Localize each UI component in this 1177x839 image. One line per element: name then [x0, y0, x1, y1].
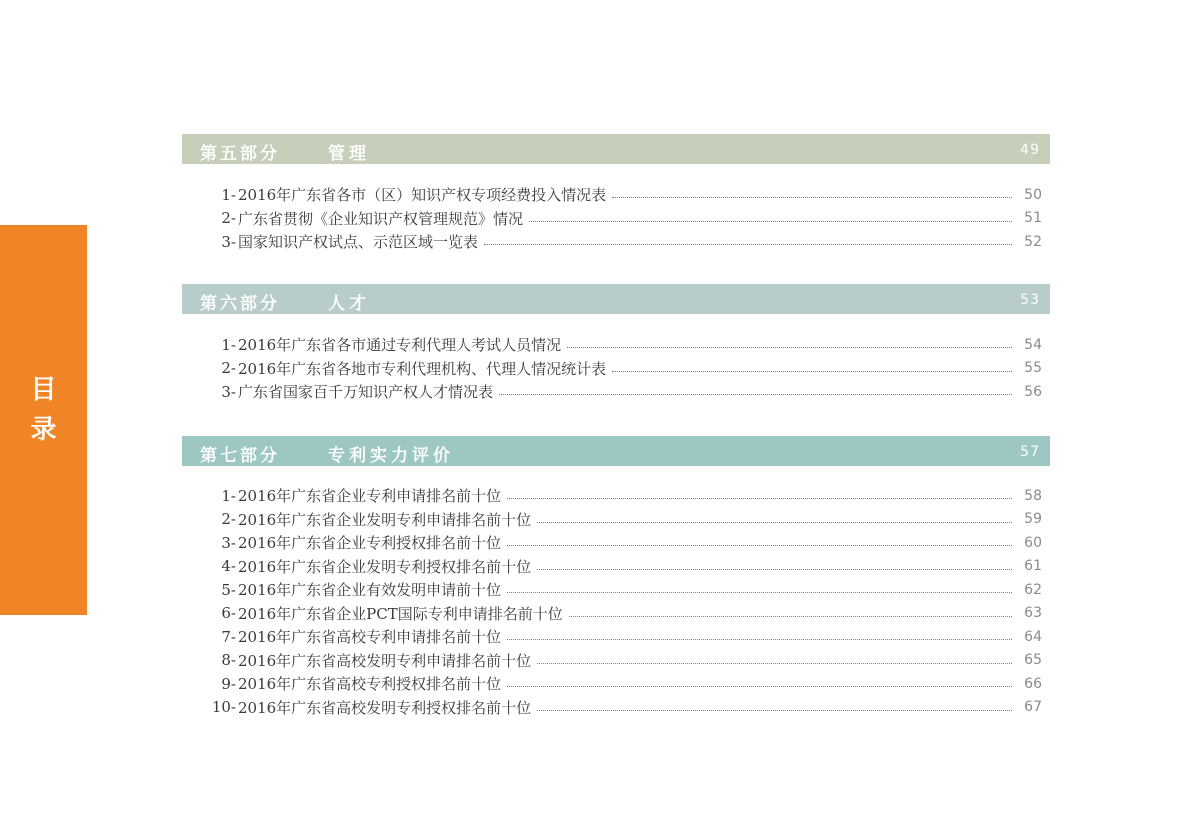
entry-page-number: 52	[1024, 233, 1042, 250]
entry-title[interactable]: 2016年广东省高校发明专利申请排名前十位	[238, 651, 532, 670]
entry-page-number: 51	[1024, 210, 1042, 227]
leader-dots	[537, 522, 1012, 523]
entry-title[interactable]: 2016年广东省各地市专利代理机构、代理人情况统计表	[238, 359, 607, 378]
side-title	[0, 370, 87, 450]
leader-dots	[499, 394, 1012, 395]
entry-number: 4-	[221, 557, 236, 576]
entry-title[interactable]: 2016年广东省高校专利申请排名前十位	[238, 628, 502, 647]
section-header	[182, 134, 1050, 164]
entry-number: 2-	[221, 510, 236, 529]
entry-title[interactable]: 2016年广东省高校发明专利授权排名前十位	[238, 698, 532, 717]
entry-page-number: 62	[1024, 581, 1042, 598]
entry-page-number: 65	[1024, 652, 1042, 669]
entry-page-number: 56	[1024, 383, 1042, 400]
entry-page-number: 60	[1024, 534, 1042, 551]
toc-section-7	[182, 436, 1050, 719]
toc-entry[interactable]	[182, 696, 1050, 720]
leader-dots	[507, 686, 1012, 687]
entry-title[interactable]: 2016年广东省企业专利授权排名前十位	[238, 534, 502, 553]
leader-dots	[567, 347, 1012, 348]
toc-entry[interactable]	[182, 484, 1050, 508]
entry-page-number: 58	[1024, 487, 1042, 504]
leader-dots	[507, 498, 1012, 499]
entry-page-number: 66	[1024, 675, 1042, 692]
toc-section-5	[182, 134, 1050, 254]
entry-title[interactable]: 2016年广东省企业发明专利申请排名前十位	[238, 510, 532, 529]
entry-number: 8-	[221, 651, 236, 670]
entry-page-number: 54	[1024, 336, 1042, 353]
entry-number: 3-	[221, 232, 236, 251]
section-part-label: 第七部分	[200, 446, 280, 466]
leader-dots	[569, 616, 1012, 617]
toc-entries	[182, 183, 1050, 254]
entry-page-number: 67	[1024, 699, 1042, 716]
side-title-char-1: 目	[30, 375, 57, 405]
toc-entry[interactable]	[182, 531, 1050, 555]
section-name[interactable]: 管理	[328, 144, 370, 164]
toc-entry[interactable]	[182, 207, 1050, 231]
leader-dots	[537, 710, 1012, 711]
leader-dots	[537, 569, 1012, 570]
entry-title[interactable]: 2016年广东省企业发明专利授权排名前十位	[238, 557, 532, 576]
entry-number: 2-	[221, 209, 236, 228]
entry-title[interactable]: 2016年广东省企业PCT国际专利申请排名前十位	[238, 604, 563, 623]
leader-dots	[507, 639, 1012, 640]
entry-number: 2-	[221, 359, 236, 378]
entry-number: 3-	[221, 382, 236, 401]
toc-entry[interactable]	[182, 183, 1050, 207]
entry-page-number: 64	[1024, 628, 1042, 645]
entry-number: 5-	[221, 580, 236, 599]
section-part-label: 第五部分	[200, 144, 280, 164]
entry-title[interactable]: 2016年广东省各市通过专利代理人考试人员情况	[238, 336, 562, 355]
entry-title[interactable]: 国家知识产权试点、示范区域一览表	[238, 233, 479, 252]
entry-number: 9-	[221, 674, 236, 693]
entry-title[interactable]: 2016年广东省各市（区）知识产权专项经费投入情况表	[238, 186, 607, 205]
leader-dots	[507, 545, 1012, 546]
section-header	[182, 284, 1050, 314]
toc-entry[interactable]	[182, 555, 1050, 579]
section-part-label: 第六部分	[200, 294, 280, 314]
entry-number: 1-	[221, 486, 236, 505]
leader-dots	[529, 221, 1012, 222]
section-page-number: 57	[1020, 444, 1040, 460]
entry-page-number: 63	[1024, 605, 1042, 622]
entry-title[interactable]: 2016年广东省企业有效发明申请前十位	[238, 581, 502, 600]
entry-number: 10-	[211, 698, 236, 717]
entry-number: 1-	[221, 335, 236, 354]
section-name[interactable]: 专利实力评价	[328, 446, 454, 466]
toc-entry[interactable]	[182, 357, 1050, 381]
section-header	[182, 436, 1050, 466]
toc-entry[interactable]	[182, 508, 1050, 532]
entry-title[interactable]: 广东省贯彻《企业知识产权管理规范》情况	[238, 209, 524, 228]
toc-entry[interactable]	[182, 649, 1050, 673]
entry-page-number: 55	[1024, 360, 1042, 377]
toc-entry[interactable]	[182, 625, 1050, 649]
leader-dots	[537, 663, 1012, 664]
entry-page-number: 50	[1024, 186, 1042, 203]
toc-entries	[182, 484, 1050, 719]
section-page-number: 53	[1020, 292, 1040, 308]
entry-page-number: 59	[1024, 511, 1042, 528]
toc-section-6	[182, 284, 1050, 404]
toc-entries	[182, 333, 1050, 404]
entry-title[interactable]: 广东省国家百千万知识产权人才情况表	[238, 383, 494, 402]
leader-dots	[507, 592, 1012, 593]
leader-dots	[612, 197, 1012, 198]
entry-number: 7-	[221, 627, 236, 646]
toc-entry[interactable]	[182, 602, 1050, 626]
toc-entry[interactable]	[182, 333, 1050, 357]
section-page-number: 49	[1020, 142, 1040, 158]
toc-entry[interactable]	[182, 672, 1050, 696]
entry-number: 3-	[221, 533, 236, 552]
toc-entry[interactable]	[182, 230, 1050, 254]
entry-page-number: 61	[1024, 558, 1042, 575]
side-title-char-2: 录	[30, 415, 57, 445]
entry-number: 6-	[221, 604, 236, 623]
entry-number: 1-	[221, 185, 236, 204]
toc-entry[interactable]	[182, 380, 1050, 404]
leader-dots	[612, 371, 1012, 372]
toc-entry[interactable]	[182, 578, 1050, 602]
entry-title[interactable]: 2016年广东省企业专利申请排名前十位	[238, 487, 502, 506]
leader-dots	[484, 244, 1012, 245]
section-name[interactable]: 人才	[328, 294, 370, 314]
entry-title[interactable]: 2016年广东省高校专利授权排名前十位	[238, 675, 502, 694]
